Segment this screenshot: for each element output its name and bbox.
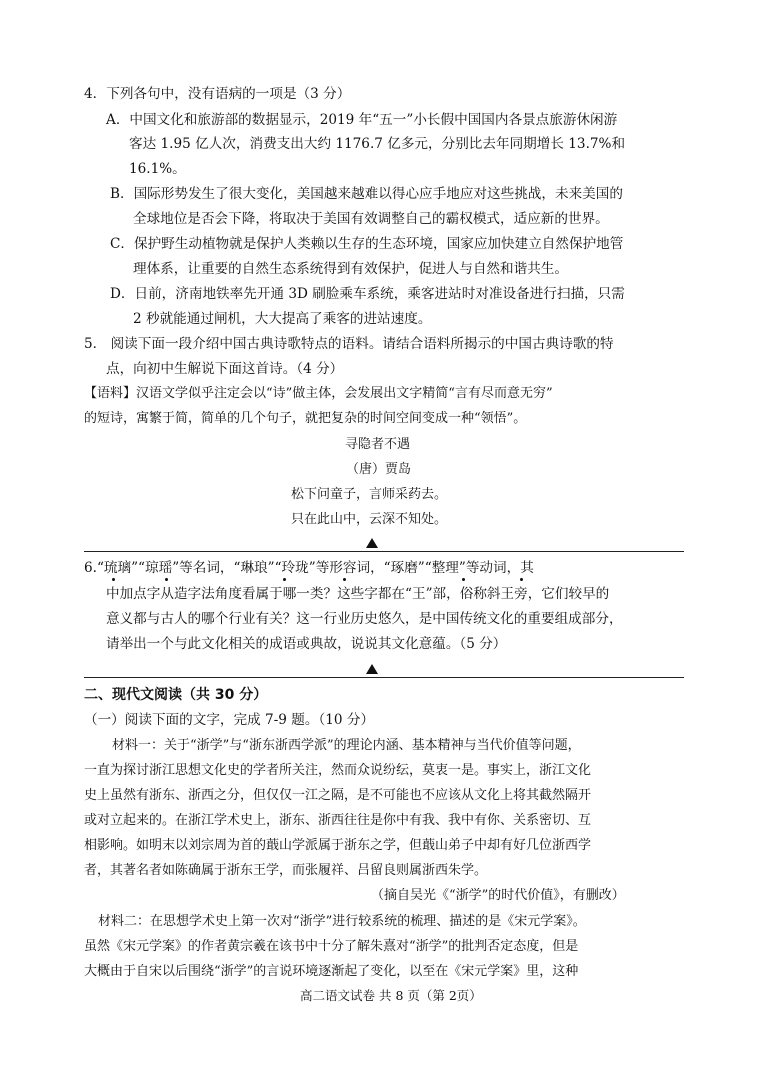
poem-title: 寻隐者不遇	[345, 437, 411, 452]
q5-stem-line1: 5． 阅读下面一段介绍中国古典诗歌特点的语料。请结合语料所揭示的中国古典诗歌的特	[84, 336, 614, 352]
poem-line-1: 松下问童子，言师采药去。	[291, 487, 448, 502]
q4-option-d-line2: 2 秒就能通过闸机，大大提高了乘客的进站速度。	[133, 311, 432, 327]
q4-option-c-line1: C．保护野生动植物就是保护人类赖以生存的生态环境，国家应加快建立自然保护地管	[110, 236, 624, 252]
poem-line-2: 只在此山中，云深不知处。	[291, 512, 448, 527]
section-heading: 二、现代文阅读（共 30 分）	[84, 687, 268, 703]
material2-line1: 材料二：在思想学术史上第一次对“浙学”进行较系统的梳理、描述的是《宋元学案》。	[98, 914, 586, 929]
emphasis-dot	[343, 578, 346, 581]
q4-stem: 4．下列各句中，没有语病的一项是（3 分）	[84, 86, 351, 102]
answer-area-marker-icon	[366, 664, 378, 674]
section-instruction: （一）阅读下面的文字，完成 7-9 题。（10 分）	[84, 712, 375, 728]
q4-option-a-line2: 客达 1.95 亿人次，消费支出大约 1176.7 亿多元，分别比去年同期增长 13.7%和	[129, 136, 626, 152]
q4-option-d-line1: D．日前，济南地铁率先开通 3D 刷脸乘车系统，乘客进站时对准设备进行扫描，只需	[110, 286, 625, 302]
q4-option-a-line1: A．中国文化和旅游部的数据显示，2019 年“五一”小长假中国国内各景点旅游休闲游	[106, 112, 618, 128]
answer-area-divider	[84, 551, 684, 552]
material1-source: （摘自吴光《“浙学”的时代价值》，有删改）	[371, 888, 625, 903]
q6-line4: 请举出一个与此文化相关的成语或典故，说说其文化意蕴。（5 分）	[106, 636, 507, 652]
q6-line2: 中加点字从造字法角度看属于哪一类？这些字都在“王”部，俗称斜王旁，它们较早的	[106, 586, 610, 602]
answer-area-marker-icon	[366, 538, 378, 548]
material1-line4: 或对立起来的。在浙江学术史上，浙东、浙西往往是你中有我、我中有你、关系密切、互	[84, 813, 592, 828]
q4-option-b-line1: B．国际形势发生了很大变化，美国越来越难以得心应手地应对这些挑战，未来美国的	[110, 186, 623, 202]
emphasis-dot	[165, 578, 168, 581]
page-footer: 高二语文试卷 共 8 页（第 2页）	[300, 988, 482, 1003]
material1-line3: 史上虽然有浙东、浙西之分，但仅仅一江之隔，是不可能也不应该从文化上将其截然隔开	[84, 788, 592, 803]
q6-line3: 意义都与古人的哪个行业有关？这一行业历史悠久，是中国传统文化的重要组成部分，	[106, 611, 623, 627]
material1-line5: 相影响。如明末以刘宗周为首的蕺山学派属于浙东之学，但蕺山弟子中却有好几位浙西学	[84, 838, 592, 853]
emphasis-dot	[462, 578, 465, 581]
q4-option-a-line3: 16.1%。	[129, 161, 186, 177]
material1-line1: 材料一：关于“浙学”与“浙东浙西学派”的理论内涵、基本精神与当代价值等问题，	[112, 738, 581, 753]
q4-option-c-line2: 理体系，让重要的自然生态系统得到有效保护，促进人与自然和谐共生。	[133, 261, 568, 277]
q6-line1: 6.“琉璃”“琼瑶”等名词，“琳琅”“玲珑”等形容词，“琢磨”“整理”等动词，其	[84, 560, 534, 576]
material1-line2: 一直为探讨浙江思想文化史的学者所关注，然而众说纷纭，莫衷一是。事实上，浙江文化	[84, 763, 592, 778]
q5-material-line1: 【语料】汉语文学似乎注定会以“诗”做主体，会发展出文字精简“言有尽而意无穷”	[84, 386, 553, 401]
emphasis-dot	[112, 578, 115, 581]
material2-line2: 虽然《宋元学案》的作者黄宗羲在该书中十分了解朱熹对“浙学”的批判否定态度，但是	[84, 939, 579, 954]
emphasis-dot	[283, 578, 286, 581]
q4-option-b-line2: 全球地位是否会下降，将取决于美国有效调整自己的霸权模式，适应新的世界。	[133, 211, 609, 227]
answer-area-divider	[84, 677, 684, 678]
poem-author: （唐）贾岛	[346, 462, 412, 477]
material2-line3: 大概由于自宋以后围绕“浙学”的言说环境逐渐起了变化，以至在《宋元学案》里，这种	[84, 964, 579, 979]
emphasis-dot	[520, 578, 523, 581]
material1-line6: 者，其著名者如陈确属于浙东王学，而张履祥、吕留良则属浙西朱学。	[84, 863, 488, 878]
q5-stem-line2: 点，向初中生解说下面这首诗。（4 分）	[106, 361, 344, 377]
q5-material-line2: 的短诗，寓繁于简，简单的几个句子，就把复杂的时间空间变成一种“领悟”。	[84, 411, 527, 426]
